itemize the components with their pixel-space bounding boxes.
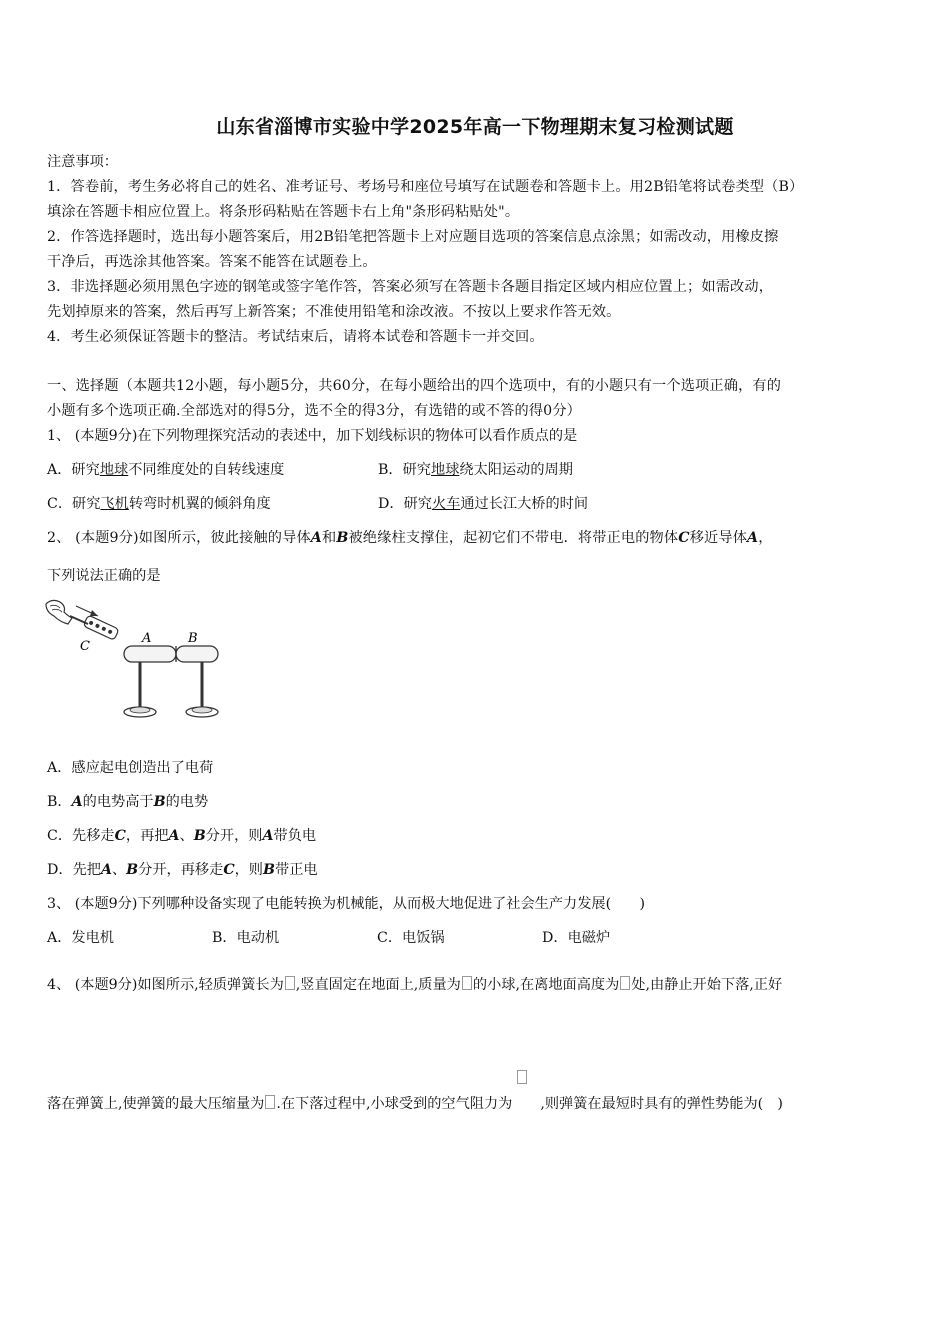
q1-option-c: [47, 494, 271, 514]
q2-stem-part-1: 2、 (本题9分)如图所示，彼此接触的导体: [47, 530, 311, 546]
conductor-figure: [42, 596, 222, 726]
section-heading-line-1: 一、选择题（本题共12小题，每小题5分，共60分，在每小题给出的四个选项中，有的小题只有一个选项正确，有的: [47, 378, 782, 394]
q2-stem-part-2: 被绝缘柱支撑住，起初它们不带电．将带正电的物体: [348, 530, 679, 546]
notice-line-2b: 干净后，再选涂其他答案。答案不能答在试题卷上。: [47, 254, 377, 270]
q2-var-b: B: [336, 530, 349, 546]
q1-a-rest: 不同维度处的自转线速度: [128, 462, 285, 478]
q2-c-var-c: C: [114, 828, 126, 844]
q2-d-mid2: ，则: [234, 862, 263, 878]
q1-option-a: [47, 460, 284, 480]
notice-heading: 注意事项：: [47, 154, 118, 170]
q2-stem: [47, 528, 773, 548]
q2-option-a: A．感应起电创造出了电荷: [47, 760, 214, 776]
q2-var-a-2: A: [747, 530, 759, 546]
q3-option-b: B．电动机: [212, 930, 280, 946]
q2-c-var-a: A: [168, 828, 180, 844]
q1-a-underlined: 地球: [99, 462, 129, 478]
q3-option-a: A．发电机: [47, 930, 114, 946]
q1-stem: 1、 (本题9分)在下列物理探究活动的表述中，加下划线标识的物体可以看作质点的是: [47, 428, 578, 444]
q2-option-b: [47, 792, 208, 812]
q4-stem-line-1: [47, 975, 782, 995]
q2-c-sep: 、: [179, 828, 194, 844]
q4-part-2: ,竖直固定在地面上,质量为: [295, 977, 461, 993]
q2-d-var-b: B: [126, 862, 139, 878]
missing-formula-icon: [462, 976, 472, 990]
q1-option-b: [378, 460, 573, 480]
notice-line-3b: 先划掉原来的答案，然后再写上新答案；不准使用铅笔和涂改液。不按以上要求作答无效。: [47, 304, 621, 320]
q1-d-rest: 通过长江大桥的时间: [460, 496, 589, 512]
q1-a-prefix: A．研究: [47, 462, 100, 478]
q1-b-prefix: B．研究: [378, 462, 431, 478]
q2-c-var-b: B: [193, 828, 206, 844]
air-resistance-formula-icon: [512, 1094, 540, 1108]
page-title: 山东省淄博市实验中学2025年高一下物理期末复习检测试题: [216, 116, 734, 138]
q1-c-underlined: 飞机: [100, 496, 129, 512]
q4-stem-line-2: [47, 1094, 783, 1114]
q1-option-d: [378, 494, 588, 514]
fig-label-a: A: [142, 631, 152, 646]
q2-var-a: A: [310, 530, 322, 546]
q2-c-var-a-2: A: [262, 828, 274, 844]
q4-part-3: 的小球,在离地面高度为: [472, 977, 620, 993]
notice-line-4: 4．考生必须保证答题卡的整洁。考试结束后，请将本试卷和答题卡一并交回。: [47, 329, 544, 345]
q3-option-c: C．电饭锅: [377, 930, 445, 946]
q2-stem-line-2: 下列说法正确的是: [47, 568, 161, 584]
q4-part-7: ,则弹簧在最短时具有的弹性势能为( ): [540, 1096, 783, 1112]
q2-stem-end: ，: [758, 530, 773, 546]
q4-part-5: 落在弹簧上,使弹簧的最大压缩量为: [47, 1096, 265, 1112]
missing-formula-icon: [285, 976, 295, 990]
q2-b-prefix: B．: [47, 794, 72, 810]
q1-d-prefix: D．研究: [378, 496, 432, 512]
q2-d-var-c: C: [223, 862, 235, 878]
notice-line-1a: 1．答卷前，考生务必将自己的姓名、准考证号、考场号和座位号填写在试题卷和答题卡上。用2B铅笔将试卷类型（B）: [47, 179, 804, 195]
fig-label-b: B: [188, 631, 198, 646]
q4-part-6: .在下落过程中,小球受到的空气阻力为: [276, 1096, 513, 1112]
q2-b-mid: 的电势高于: [82, 794, 154, 810]
q2-var-c: C: [678, 530, 690, 546]
q3-option-d: D．电磁炉: [542, 930, 611, 946]
q3-stem: 3、 (本题9分)下列哪种设备实现了电能转换为机械能，从而极大地促进了社会生产力发展( ): [47, 896, 646, 912]
q2-c-mid2: 分开，则: [205, 828, 263, 844]
q2-d-var-b-2: B: [263, 862, 275, 878]
notice-line-2a: 2．作答选择题时，选出每小题答案后，用2B铅笔把答题卡上对应题目选项的答案信息点涂黑；如需改动，用橡皮擦: [47, 229, 779, 245]
missing-formula-icon: [265, 1095, 275, 1109]
q2-option-d: [47, 860, 318, 880]
missing-formula-icon: [620, 976, 630, 990]
q2-and: 和: [321, 530, 337, 546]
q2-b-var-a: A: [71, 794, 83, 810]
q2-d-rest: 带正电: [275, 862, 318, 878]
q2-option-c: [47, 826, 316, 846]
q4-part-1: 4、 (本题9分)如图所示,轻质弹簧长为: [47, 977, 284, 993]
q2-b-var-b: B: [153, 794, 166, 810]
notice-line-3a: 3．非选择题必须用黑色字迹的钢笔或签字笔作答，答案必须写在答题卡各题目指定区域内相应位置上；如需改动，: [47, 279, 774, 295]
q2-c-rest: 带负电: [273, 828, 317, 844]
q1-b-rest: 绕太阳运动的周期: [459, 462, 573, 478]
fig-label-c: C: [80, 639, 90, 654]
q1-d-underlined: 火车: [431, 496, 461, 512]
q2-d-mid1: 分开，再移走: [138, 862, 224, 878]
q1-c-rest: 转弯时机翼的倾斜角度: [128, 496, 271, 512]
q2-stem-part-3: 移近导体: [689, 530, 748, 546]
notice-line-1b: 填涂在答题卡相应位置上。将条形码粘贴在答题卡右上角"条形码粘贴处"。: [47, 204, 520, 220]
missing-formula-icon: [517, 1070, 527, 1084]
q2-d-var-a: A: [100, 862, 112, 878]
q2-b-rest: 的电势: [165, 794, 209, 810]
q1-b-underlined: 地球: [431, 462, 460, 478]
q1-c-prefix: C．研究: [47, 496, 101, 512]
section-heading-line-2: 小题有多个选项正确.全部选对的得5分，选不全的得3分，有选错的或不答的得0分）: [47, 403, 582, 419]
q4-part-4: 处,由静止开始下落,正好: [631, 977, 783, 993]
q2-c-mid1: ，再把: [125, 828, 169, 844]
q2-d-prefix: D．先把: [47, 862, 101, 878]
q2-d-sep: 、: [111, 862, 127, 878]
q2-c-prefix: C．先移走: [47, 828, 115, 844]
